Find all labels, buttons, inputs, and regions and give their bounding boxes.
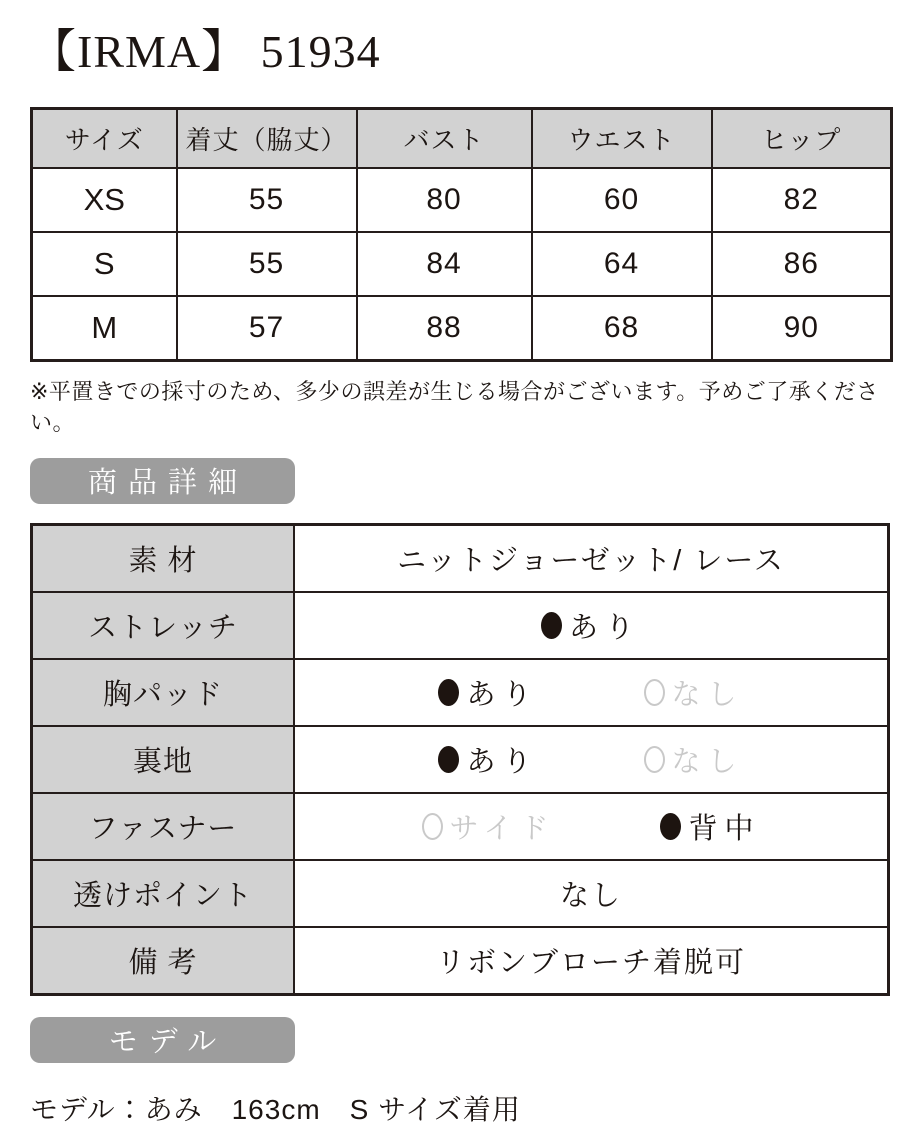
filled-dot-icon: [438, 746, 459, 773]
detail-row: [32, 524, 889, 592]
size-table: [30, 107, 893, 362]
detail-options: [296, 672, 886, 713]
model-section-heading: モデル: [108, 1026, 228, 1059]
empty-circle-icon: [644, 746, 665, 773]
option-label: なし: [671, 678, 744, 711]
detail-value: [294, 592, 889, 659]
filled-dot-icon: [438, 679, 459, 706]
empty-circle-icon: [644, 679, 665, 706]
option-unselected: [644, 739, 744, 780]
option-label: あり: [466, 678, 539, 711]
option-selected: [438, 672, 538, 713]
empty-circle-icon: [422, 813, 443, 840]
detail-row: [32, 726, 889, 793]
detail-row: [32, 927, 889, 995]
size-value-cell: 64: [532, 232, 712, 296]
model-section-banner: [30, 1017, 295, 1063]
size-name-cell: M: [32, 296, 177, 361]
filled-dot-icon: [660, 813, 681, 840]
detail-label: 胸パッド: [32, 659, 295, 726]
size-value-cell: 86: [712, 232, 892, 296]
size-column-header: サイズ: [32, 108, 177, 168]
detail-value-text: リボンブローチ着脱可: [435, 946, 746, 979]
size-table-row: [32, 232, 892, 296]
size-value-cell: 55: [177, 168, 357, 232]
option-label: サイド: [449, 812, 556, 845]
detail-value: [294, 524, 889, 592]
detail-options: [296, 739, 886, 780]
size-column-header: 着丈（脇丈）: [177, 108, 357, 168]
detail-label: 備 考: [32, 927, 295, 995]
option-label: あり: [568, 611, 641, 644]
detail-value: [294, 793, 889, 860]
detail-row: [32, 592, 889, 659]
detail-label: ファスナー: [32, 793, 295, 860]
size-column-header: ヒップ: [712, 108, 892, 168]
measurement-note: ※平置きでの採寸のため、多少の誤差が生じる場合がございます。予めご了承ください。: [30, 378, 879, 435]
detail-label: ストレッチ: [32, 592, 295, 659]
size-value-cell: 60: [532, 168, 712, 232]
detail-value: [294, 927, 889, 995]
detail-value-text: なし: [559, 879, 622, 912]
detail-value: [294, 659, 889, 726]
detail-row: [32, 860, 889, 927]
option-selected: [438, 739, 538, 780]
page-title: 【IRMA】 51934: [30, 26, 381, 77]
option-label: なし: [671, 745, 744, 778]
option-unselected: [644, 672, 744, 713]
detail-value: [294, 726, 889, 793]
size-value-cell: 57: [177, 296, 357, 361]
details-section-banner: [30, 458, 295, 504]
size-name-cell: XS: [32, 168, 177, 232]
option-label: 背中: [688, 812, 761, 845]
size-value-cell: 82: [712, 168, 892, 232]
model-info: モデル：あみ 163cm S サイズ着用: [30, 1093, 521, 1125]
size-name-cell: S: [32, 232, 177, 296]
size-value-cell: 55: [177, 232, 357, 296]
size-table-row: [32, 168, 892, 232]
option-selected: [660, 806, 760, 847]
option-unselected: [422, 806, 556, 847]
size-value-cell: 90: [712, 296, 892, 361]
detail-options: [296, 605, 886, 646]
detail-label: 素 材: [32, 524, 295, 592]
details-table: [30, 523, 890, 996]
detail-value-text: ニットジョーゼット/ レース: [397, 544, 785, 577]
filled-dot-icon: [541, 612, 562, 639]
detail-label: 透けポイント: [32, 860, 295, 927]
size-column-header: バスト: [357, 108, 532, 168]
size-value-cell: 80: [357, 168, 532, 232]
detail-value: [294, 860, 889, 927]
detail-label: 裏地: [32, 726, 295, 793]
size-table-row: [32, 296, 892, 361]
option-label: あり: [466, 745, 539, 778]
detail-row: [32, 659, 889, 726]
option-selected: [541, 605, 641, 646]
detail-row: [32, 793, 889, 860]
detail-options: [296, 806, 886, 847]
details-section-heading: 商品詳細: [87, 467, 248, 500]
size-value-cell: 84: [357, 232, 532, 296]
size-value-cell: 88: [357, 296, 532, 361]
size-value-cell: 68: [532, 296, 712, 361]
size-table-header-row: [32, 108, 892, 168]
size-column-header: ウエスト: [532, 108, 712, 168]
